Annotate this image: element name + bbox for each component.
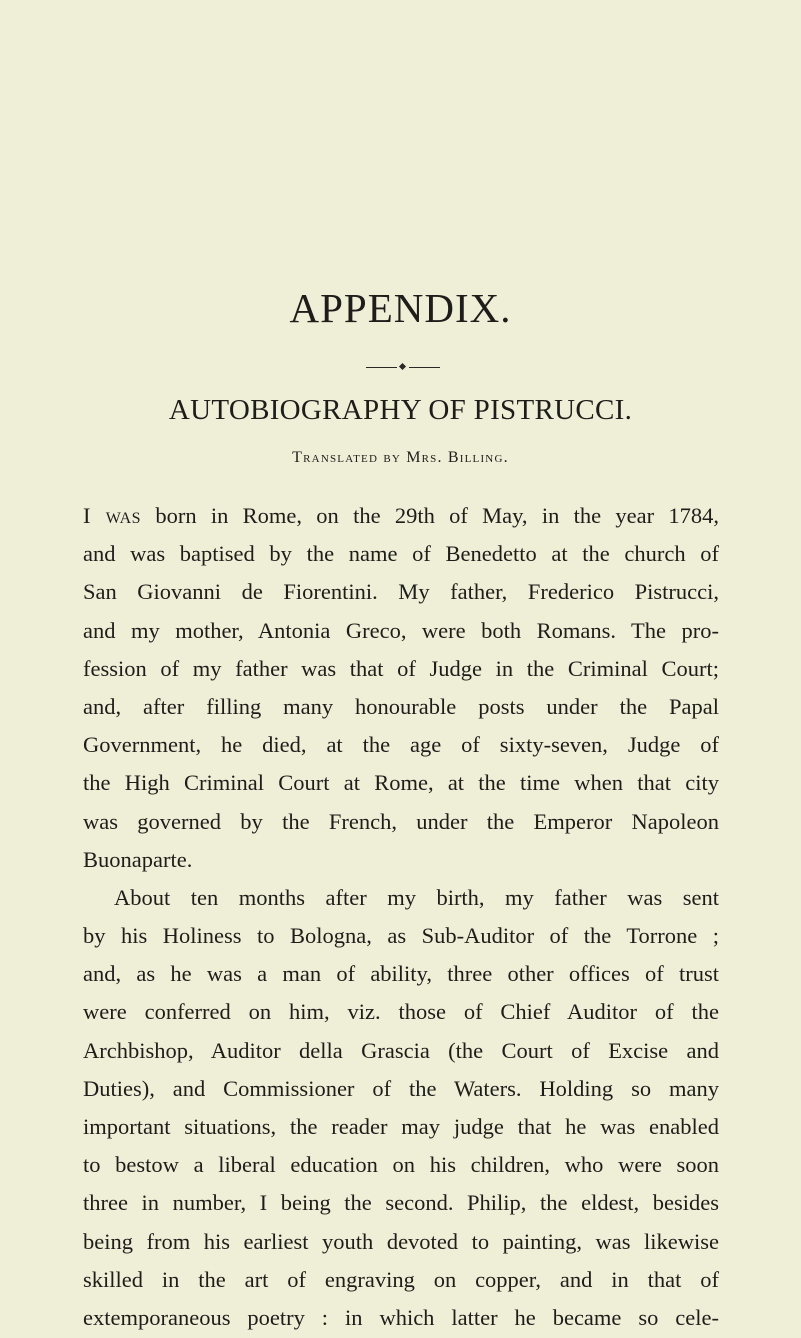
diamond-ornament-icon	[399, 363, 406, 370]
section-title: AUTOBIOGRAPHY OF PISTRUCCI.	[168, 394, 633, 426]
text-line: by his Holiness to Bologna, as Sub-Auditor of the Torrone ;	[83, 923, 719, 949]
opening-word: I was	[83, 503, 142, 528]
translator-credit: Translated by Mrs. Billing.	[292, 449, 509, 466]
text-line: being from his earliest youth devoted to painting, was likewise	[83, 1228, 719, 1254]
text-line: and, after filling many honourable posts under the Papal	[83, 693, 719, 719]
text-line: and, as he was a man of ability, three other offices of trust	[83, 961, 719, 987]
paragraph-1	[83, 497, 719, 879]
text-line: were conferred on him, viz. those of Chief Auditor of the	[83, 999, 719, 1025]
text-line: About ten months after my birth, my father was sent	[114, 884, 719, 910]
text-line: Archbishop, Auditor della Grascia (the Court of Excise and	[83, 1037, 719, 1063]
text-line: important situations, the reader may judge that he was enabled	[83, 1114, 719, 1139]
body-text	[83, 497, 719, 1337]
appendix-heading: APPENDIX.	[289, 285, 512, 331]
text-line: skilled in the art of engraving on copper, and in that of	[83, 1266, 719, 1292]
ornamental-rule	[366, 364, 440, 372]
text-line: to bestow a liberal education on his children, who were soon	[83, 1152, 719, 1178]
text-line: was governed by the French, under the Emperor Napoleon	[83, 808, 719, 834]
text-line: fession of my father was that of Judge in the Criminal Court;	[83, 655, 719, 681]
paragraph-2	[83, 879, 719, 1337]
text-line: three in number, I being the second. Philip, the eldest, besides	[83, 1190, 719, 1216]
text-line: and my mother, Antonia Greco, were both Romans. The pro-	[83, 617, 719, 643]
text-line: Government, he died, at the age of sixty-seven, Judge of	[83, 732, 719, 758]
text-line: and was baptised by the name of Benedetto at the church of	[83, 541, 719, 567]
text-line: Duties), and Commissioner of the Waters. Holding so many	[83, 1075, 719, 1101]
ornament-rule-left	[366, 367, 397, 368]
text-line	[83, 497, 719, 535]
text-line: extemporaneous poetry : in which latter he became so cele-	[83, 1304, 719, 1330]
ornament-rule-right	[409, 367, 440, 368]
text-line: San Giovanni de Fiorentini. My father, Frederico Pistrucci,	[83, 579, 719, 605]
text-line-content: born in Rome, on the 29th of May, in the year 1784,	[141, 503, 719, 528]
text-line: Buonaparte.	[83, 846, 193, 872]
text-line: the High Criminal Court at Rome, at the time when that city	[83, 770, 719, 796]
